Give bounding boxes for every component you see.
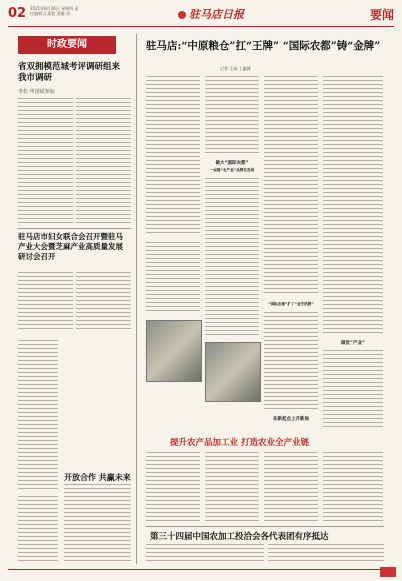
subhead-5: 在新起点上开新局 [273, 417, 309, 422]
lower-text-col1 [146, 452, 200, 522]
story1-title: 省双拥模范城考评调研组来我市调研 [18, 62, 121, 83]
main-byline: 记者 王威 丁鑫城 [220, 66, 251, 71]
main-text-col4 [323, 76, 383, 336]
subhead-4: 做优“产业” [341, 341, 365, 346]
main-headline: 驻马店:“中原粮仓”扛“王牌” “国际农都”铸“金牌” [146, 40, 381, 52]
lower-text-col3 [264, 452, 318, 522]
story2c-text [18, 496, 58, 564]
masthead-title: 驻马店日报 [189, 8, 244, 21]
section-banner: 时政要闻 [18, 36, 116, 54]
subhead-3: “国际农都”扩了“金字招牌” [268, 302, 314, 306]
story1-text-col1 [18, 98, 73, 223]
main-text-col3 [264, 76, 318, 296]
page-footer [8, 569, 394, 578]
main-text-col1b [146, 242, 200, 312]
story2-title: 驻马店市妇女联合会召开暨驻马产业大会暨芝麻产业高质量发展研讨会召开 [18, 232, 123, 261]
divider [18, 228, 131, 229]
bottom-divider [146, 526, 384, 527]
story2-text-col1 [18, 272, 73, 332]
issue-date: 2021年8月26日 星期四 责任编辑 汪嘉程 美编 刘 [30, 6, 79, 16]
column-rule [136, 34, 137, 564]
story1-text-col2 [76, 98, 131, 223]
lower-text-col2 [205, 452, 259, 522]
main-text-col3b [264, 312, 318, 412]
page-header [8, 4, 394, 27]
photo-1 [146, 320, 202, 382]
main-text-col2 [205, 76, 259, 156]
subhead-1: 做大“国际农都” [215, 161, 249, 166]
bottom-headline: 第三十四届中国农加工投洽会各代表团有序抵达 [150, 532, 329, 542]
story1-sub: 李松 申国福参加 [18, 89, 55, 95]
lower-text-col4 [323, 452, 383, 522]
mid-headline: 提升农产品加工业 打造农业全产业链 [170, 438, 309, 448]
bottom-text-col1 [146, 544, 264, 564]
story2-text-col2 [76, 272, 131, 332]
main-text-col1 [146, 76, 200, 236]
story2b-text-col1 [18, 340, 58, 490]
story3-text [64, 484, 131, 564]
masthead [178, 6, 244, 22]
section-name: 要闻 [369, 8, 394, 22]
subhead-2: 一品链“农产业”品牌化发展 [209, 168, 255, 172]
photo-2 [205, 342, 261, 402]
corner-mark-icon [380, 567, 396, 577]
page-number: 02 [8, 6, 27, 21]
bottom-text-col2 [268, 544, 384, 564]
masthead-logo-icon [178, 11, 186, 19]
main-text-col2b [205, 178, 259, 338]
main-text-col4b [323, 350, 383, 430]
story3-title: 开放合作 共赢未来 [64, 472, 131, 482]
